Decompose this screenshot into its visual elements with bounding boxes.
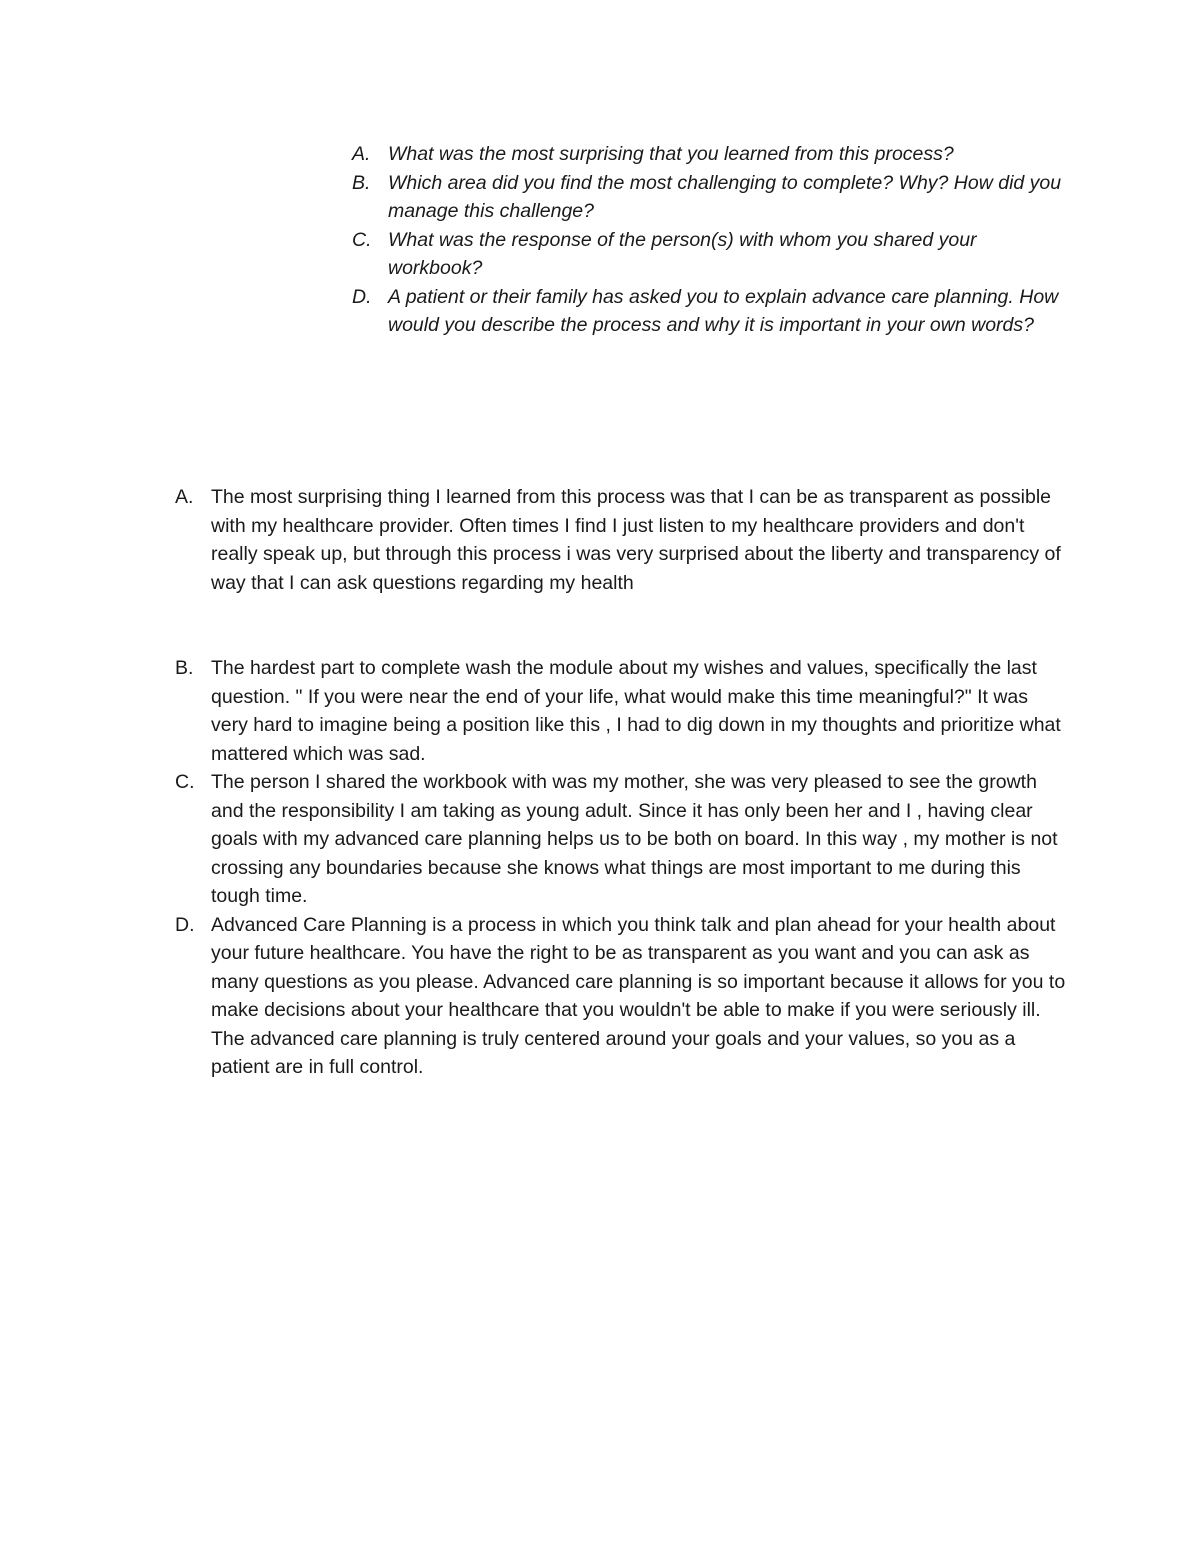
- list-marker: C.: [175, 771, 195, 793]
- question-text: Which area did you find the most challenging to complete? Why? How did you manage this challenge?: [388, 171, 1062, 222]
- question-list: [352, 140, 1072, 340]
- answer-item-b: [175, 654, 1070, 768]
- answer-item-d: [175, 911, 1070, 1082]
- question-item-a: [352, 140, 1072, 169]
- list-marker: B.: [175, 657, 194, 679]
- answer-text: Advanced Care Planning is a process in which you think talk and plan ahead for your health about your future healthcare. You have the right to be as transparent as you want and you can ask as many questions as you please. Advanced care planning is so important because it allows for you to make decisions about your healthcare that you wouldn't be able to make if you were seriously ill. The advanced care planning is truly centered around your goals and your values, so you as a patient are in full control.: [211, 913, 1066, 1078]
- list-marker: B.: [352, 171, 371, 194]
- answer-text: The person I shared the workbook with was my mother, she was very pleased to see the growth and the responsibility I am taking as young adult. Since it has only been her and I , having clear goals with my advanced care planning helps us to be both on board. In this way , my mother is not crossing any boundaries because she knows what things are most important to me during this tough time.: [211, 771, 1058, 907]
- question-text: What was the most surprising that you learned from this process?: [388, 143, 954, 165]
- list-marker: A.: [352, 143, 371, 165]
- question-text: What was the response of the person(s) with whom you shared your workbook?: [388, 228, 977, 279]
- list-marker: D.: [352, 285, 372, 308]
- question-item-d: [352, 283, 1072, 340]
- answer-item-a: [175, 483, 1070, 597]
- answer-text: The hardest part to complete wash the module about my wishes and values, specifically the last question. " If you were near the end of your life, what would make this time meaningful?" It was very hard to imagine being a position like this , I had to dig down in my thoughts and prioritize what mattered which was sad.: [211, 657, 1061, 765]
- answer-text: The most surprising thing I learned from this process was that I can be as transparent as possible with my healthcare provider. Often times I find I just listen to my healthcare providers and don't really speak up, but through this process i was very surprised about the liberty and transparency of way that I can ask questions regarding my health: [211, 486, 1061, 594]
- answer-item-c: [175, 768, 1070, 911]
- list-marker: C.: [352, 228, 372, 251]
- question-item-b: [352, 169, 1072, 226]
- question-item-c: [352, 226, 1072, 283]
- question-text: A patient or their family has asked you to explain advance care planning. How would you describe the process and why it is important in your own words?: [388, 285, 1059, 336]
- list-marker: D.: [175, 913, 195, 936]
- answer-list: [175, 483, 1070, 1082]
- list-marker: A.: [175, 486, 194, 508]
